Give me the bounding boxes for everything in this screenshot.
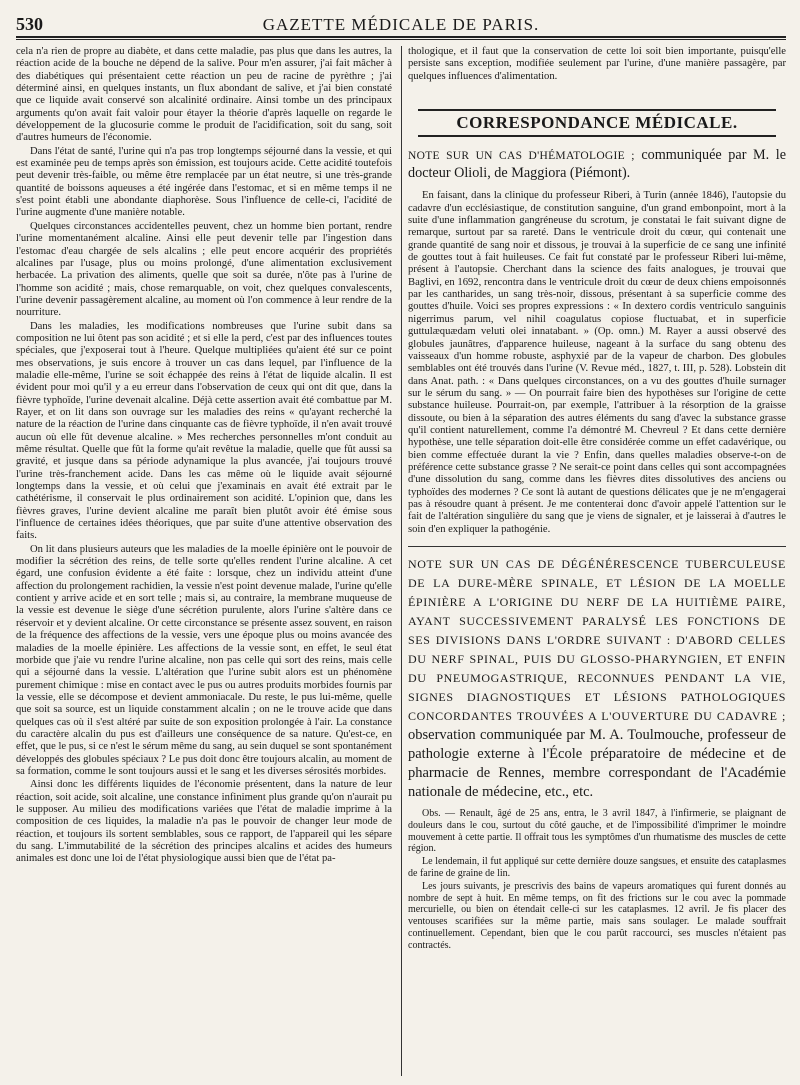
left-paragraph: Dans les maladies, les modifications nombreuses que l'urine subit dans sa composition ne lui ôtent pas son acidité ; et si elle la perd, c'est par des influences toutes spéciales, que j'exposerai tout à l'heure. Quelque multipliées qu'aient été sur ce point mes observations, je suis encore à trouver un cas dans lequel, par l'influence de la maladie elle-même, l'urine se soit échappée des reins à l'état de liquide alcalin. Il est évident pour moi qu'il y a eu erreur dans l'observation de ceux qui ont dit que, dans la fièvre typhoïde, l'urine devenait alcaline. Déjà cette assertion avait été combattue par M. Rayer, et on lit dans son ouvrage sur les maladies des reins « qu'ayant recherché la nature de la réaction de l'urine dans cinquante cas de fièvre typhoïde, il n'en avait trouvé aucun où elle fût devenue alcaline. » Mes recherches personnelles m'ont conduit au même résultat. Quelle que fût la forme qu'ait revêtue la maladie, quelle que fût aussi sa gravité, et jusque dans sa période adynamique la plus avancée, j'ai toujours trouvé l'urine très-franchement acide. Dans les cas même où le liquide avait séjourné longtemps dans la vessie, et où celui que j'examinais en avait été extrait par le cathétérisme, il conservait le plus ordinairement son acidité. L'opinion que, dans les fièvres graves, l'urine devient alcaline me paraît bien plutôt avoir été émise sous l'influence de certaines idées théoriques, que par suite d'une attentive observation des faits. [16, 320, 392, 542]
newspaper-page [16, 8, 786, 1078]
note1-title-rest: communiquée par M. le docteur Olioli, de Maggiora (Piémont). [408, 147, 786, 182]
note1-title-caps: NOTE SUR UN CAS D'HÉMATOLOGIE ; [408, 150, 635, 163]
page-header [16, 8, 786, 38]
note1-paragraph: En faisant, dans la clinique du professeur Riberi, à Turin (année 1846), l'autopsie du cadavre d'un ecclésiastique, de constitution sanguine, d'un grand embonpoint, mort à la suite d'une inflammation gangréneuse du scrotum, je constatai le fait suivant digne de remarque, surtout par sa rareté. Dans le ventricule droit du cœur, qui contenait une grande quantité de sang noir et dissous, je trouvai à la superficie de ce sang une infinité de gouttes tout à fait huileuses. Ce fait fut constaté par le professeur Riberi lui-même, présent à l'autopsie. Cherchant dans la science des faits analogues, je trouvai que Baglivi, en 1692, rencontra dans le ventricule droit du cœur de deux chiens empoisonnés par les cantharides, un sang très-noir, dissous, présentant à sa superficie comme des gouttes d'huile. Voici ses propres expressions : « In dextero cordis ventriculo sanguinis nigerrimus parum, vel nihil coagulatus copiose fluctuabat, et in superficie guttulæquædam veluti olei innatabant. » (Op. omn.) M. Rayer a aussi observé des globules jaunâtres, d'apparence huileuse, nageant à la surface du sang obtenu des vaisseaux d'un homme robuste, asphyxié par de la vapeur de charbon. Des globules semblables ont été trouvés dans l'urine (V. Revue méd., 1827, t. III, p. 528). Lobstein dit dans Anat. path. : « Dans quelques circonstances, on a vu des gouttes d'huile surnager sur le sérum du sang. » — On pourrait faire bien des hypothèses sur l'origine de cette substance huileuse. Pourrait-on, par exemple, l'attribuer à la résorption de la graisse dissoute, ou bien à la séparation des autres éléments du sang d'avec la substance grasse qu'il contient naturellement, comme l'a démontré M. Chevreul ? Et dans cette dernière hypothèse, une telle séparation doit-elle être considérée comme un effet cadavérique, ou bien comme effectuée durant la vie ? Enfin, dans quelles maladies observe-t-on de préférence cette substance grasse ? Ne serait-ce point dans celles qui sont accompagnées d'une dissolution du sang, comme dans les fièvres dites dissolutives des anciens ou typhoïdes des modernes ? Ce sont là autant de questions délicates que je ne m'engagerai pas à résoudre quant à présent. Je me contenterai donc d'avoir appelé l'attention sur le fait de l'altération singulière du sang que je viens de signaler, et je laisserai à d'autres le soin d'en expliquer la pathogénie. [408, 190, 786, 535]
note1-title [408, 147, 786, 182]
left-paragraph: Dans l'état de santé, l'urine qui n'a pas trop longtemps séjourné dans la vessie, et qui est examinée peu de temps après son émission, est toujours acide. Cette acidité toutefois peut devenir très-faible, ou même être remplacée par un état neutre, si une très-grande quantité de boissons aqueuses a été ingérée dans l'estomac, et si en même temps il ne s'est point établi une abondante diaphorèse. Sous l'influence de celle-ci, l'acidité de l'urine augmente d'une manière notable. [16, 145, 392, 219]
note-separator [408, 546, 786, 547]
note2-paragraph: Les jours suivants, je prescrivis des bains de vapeurs aromatiques qui furent donnés au nombre de sept à huit. En même temps, on fit des frictions sur le cou avec la pommade mercurielle, ou bien on étendait celle-ci sur les cataplasmes. 12 avril. Je fis placer des ventouses scarifiées sur la même partie, mais sans soulager. Le malade souffrait continuellement. Cependant, bien que le cou parût raccourci, ses muscles n'étaient pas contractés. [408, 880, 786, 951]
page-number: 530 [16, 14, 43, 34]
left-paragraph: Ainsi donc les différents liquides de l'économie présentent, dans la nature de leur réaction, soit acide, soit alcaline, une constance infiniment plus grande qu'on n'aurait pu le supposer. Au milieu des modifications variées que l'état de maladie imprime à la composition de ces liquides, la maladie n'a pas le pouvoir de changer leur mode de réaction, et toujours ils sortent semblables, sous ce rapport, de l'appareil qui les sépare du sang. L'immutabilité de la sécrétion des principes alcalins et acides des humeurs animales est donc une loi de l'état physiologique aussi bien que de l'état pa- [16, 779, 392, 865]
note2-title-rest: observation communiquée par M. A. Toulmouche, professeur de pathologie externe à l'École préparatoire de médecine et de pharmacie de Rennes, membre correspondant de l'Académie nationale de médecine, etc., etc. [408, 727, 786, 800]
note2-paragraph: Le lendemain, il fut appliqué sur cette dernière douze sangsues, et ensuite des cataplasmes de farine de graine de lin. [408, 856, 786, 879]
section-title: CORRESPONDANCE MÉDICALE. [418, 109, 776, 137]
right-continuation: thologique, et il faut que la conservation de cette loi soit bien importante, puisqu'elle persiste sans exception, modifiée seulement par l'urine, d'une manière passagère, par quelques influences d'alimentation. [408, 46, 786, 82]
header-rule [16, 39, 786, 40]
note2-paragraph: Obs. — Renault, âgé de 25 ans, entra, le 3 avril 1847, à l'infirmerie, se plaignant de douleurs dans le cou, surtout du côté gauche, et de l'impossibilité d'imprimer le moindre mouvement à cette partie. Il offrait tous les symptômes d'un rhumatisme des muscles de cette région. [408, 808, 786, 855]
left-paragraph: Quelques circonstances accidentelles peuvent, chez un homme bien portant, rendre l'urine momentanément alcaline. Ainsi elle peut devenir telle par l'ingestion dans l'estomac d'eau chargée de sels alcalins ; elle peut encore acquérir des propriétés alcalines par l'usage, plus ou moins prolongé, d'une alimentation exclusivement herbacée. La privation des aliments, quelle que soit sa durée, n'ôte pas à l'urine de l'homme son acidité ; mais, chose remarquable, on voit, chez quelques convalescents, l'urine devenir passagèrement alcaline, au moment où l'on commence à leur rendre de la nourriture. [16, 220, 392, 319]
note2-title [408, 555, 786, 802]
journal-title: GAZETTE MÉDICALE DE PARIS. [262, 15, 540, 34]
column-divider [401, 46, 402, 1076]
left-column [16, 46, 392, 1076]
note2-title-caps: NOTE SUR UN CAS DE DÉGÉNÉRESCENCE TUBERCULEUSE DE LA DURE-MÈRE SPINALE, ET LÉSION DE LA MOELLE ÉPINIÈRE A L'ORIGINE DU NERF DE LA HUITIÈME PAIRE, AYANT SUCCESSIVEMENT PARALYSÉ LES FONCTIONS DE SES DIVISIONS DANS L'ORDRE SUIVANT : D'ABORD CELLES DU NERF SPINAL, PUIS DU GLOSSO-PHARYNGIEN, ET ENFIN DU PNEUMOGASTRIQUE, RECONNUES PENDANT LA VIE, SIGNES DIAGNOSTIQUES ET LÉSIONS PATHOLOGIQUES CONCORDANTES TROUVÉES A L'OUVERTURE DU CADAVRE ; [408, 557, 786, 723]
left-paragraph: On lit dans plusieurs auteurs que les maladies de la moelle épinière ont le pouvoir de modifier la sécrétion des reins, de telle sorte qu'elles rendent l'urine alcaline. A cet égard, une confusion évidente a été faite : lorsque, chez un individu atteint d'une affection du prolongement rachidien, la vessie n'est point devenue malade, l'urine qu'elle contient y arrive acide et en sort telle ; mais si, au contraire, la membrane muqueuse de la vessie est devenue le siège d'une sécrétion purulente, alors l'urine s'altère dans ce réservoir et y devient alcaline. Or cette circonstance se présente assez souvent, en raison de la fréquence des affections de la vessie, vers une époque plus ou moins avancée des maladies de la moelle épinière. Les affections de la vessie sont, en effet, le seul état morbide que j'aie vu rendre l'urine alcaline, non pas celle qui sort des reins, mais celle qui a séjourné dans la vessie. L'altération que l'urine subit alors est un phénomène purement chimique : mise en contact avec le pus ou autres produits morbides fournis par la vessie, elle se décompose et devient ammoniacale. Du reste, le pus lui-même, quelle que soit sa source, est un liquide constamment alcalin ; on ne le trouve acide que dans quelques cas où il s'est altéré par suite de son exposition prolongée à l'air. La constance du caractère alcalin du pus est d'ailleurs une conséquence de sa nature. Qu'est-ce, en effet, que le pus, si ce n'est le sérum même du sang, au sein duquel se sont spontanément développés des globules spéciaux ? Le pus doit donc être toujours alcalin, au moment de sa formation, comme le sont toujours aussi et le sang et les diverses sérosités morbides. [16, 543, 392, 777]
left-paragraph: cela n'a rien de propre au diabète, et dans cette maladie, pas plus que dans les autres, la réaction acide de la bouche ne dépend de la salive. Pour m'en assurer, j'ai fait mâcher à des diabétiques qui présentaient cette réaction un peu de racine de pyrèthre ; j'ai déterminé ainsi, en quelques instants, un flux abondant de salive, et j'ai bien constaté que ce liquide avait conservé son alcalinité ordinaire. Ainsi tombe un des principaux arguments qu'on avait fait valoir pour étayer la théorie d'après laquelle on regarde le développement de la glucosurie comme le produit de l'acidification, soit du sang, soit d'autres humeurs de l'économie. [16, 46, 392, 144]
right-column [408, 46, 786, 1076]
